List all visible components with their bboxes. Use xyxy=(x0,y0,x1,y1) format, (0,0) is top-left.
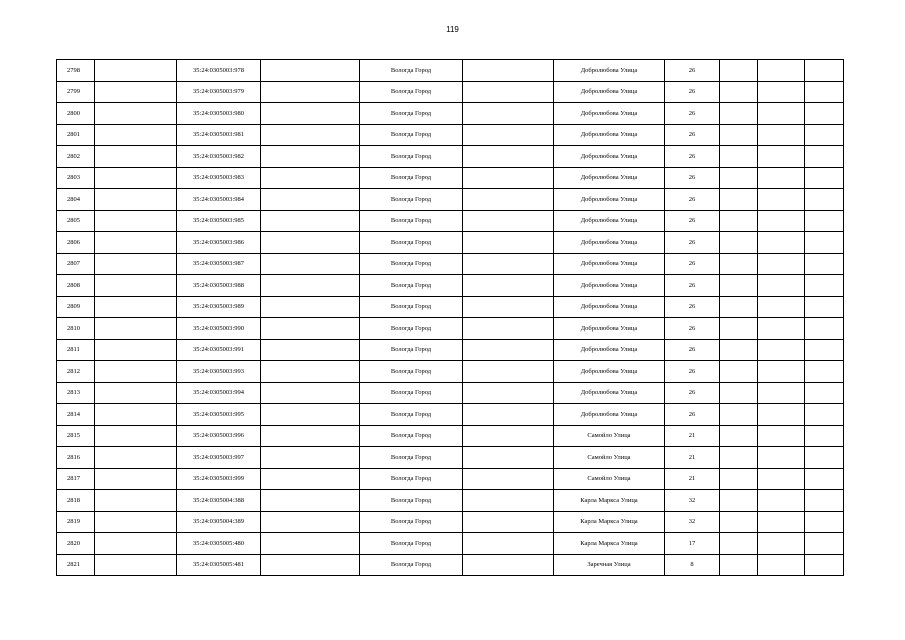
empty-cell xyxy=(463,210,554,232)
empty-cell xyxy=(805,511,844,533)
cadastral-number-cell: 35:24:0305003:997 xyxy=(177,447,261,469)
empty-cell xyxy=(95,210,177,232)
empty-cell xyxy=(95,232,177,254)
empty-cell xyxy=(261,275,360,297)
empty-cell xyxy=(805,533,844,555)
table-row xyxy=(57,511,844,533)
record-number-cell: 2814 xyxy=(57,404,95,426)
empty-cell xyxy=(261,232,360,254)
empty-cell xyxy=(720,361,758,383)
record-number-cell: 2817 xyxy=(57,468,95,490)
empty-cell xyxy=(720,103,758,125)
record-number-cell: 2820 xyxy=(57,533,95,555)
empty-cell xyxy=(758,253,805,275)
house-number-cell: 32 xyxy=(665,511,720,533)
table-row xyxy=(57,425,844,447)
cadastral-number-cell: 35:24:0305003:985 xyxy=(177,210,261,232)
street-cell: Добролюбова Улица xyxy=(554,124,665,146)
city-cell: Вологда Город xyxy=(360,554,463,576)
street-cell: Добролюбова Улица xyxy=(554,81,665,103)
house-number-cell: 21 xyxy=(665,468,720,490)
empty-cell xyxy=(805,490,844,512)
empty-cell xyxy=(720,554,758,576)
empty-cell xyxy=(463,146,554,168)
empty-cell xyxy=(95,468,177,490)
city-cell: Вологда Город xyxy=(360,318,463,340)
table-row xyxy=(57,232,844,254)
empty-cell xyxy=(463,60,554,82)
empty-cell xyxy=(463,253,554,275)
cadastral-number-cell: 35:24:0305003:994 xyxy=(177,382,261,404)
empty-cell xyxy=(95,60,177,82)
table-row xyxy=(57,275,844,297)
street-cell: Самойло Улица xyxy=(554,468,665,490)
empty-cell xyxy=(463,490,554,512)
empty-cell xyxy=(758,60,805,82)
empty-cell xyxy=(758,361,805,383)
record-number-cell: 2807 xyxy=(57,253,95,275)
empty-cell xyxy=(805,339,844,361)
house-number-cell: 26 xyxy=(665,167,720,189)
empty-cell xyxy=(463,533,554,555)
city-cell: Вологда Город xyxy=(360,339,463,361)
street-cell: Добролюбова Улица xyxy=(554,232,665,254)
empty-cell xyxy=(720,447,758,469)
street-cell: Карла Маркса Улица xyxy=(554,490,665,512)
empty-cell xyxy=(805,554,844,576)
city-cell: Вологда Город xyxy=(360,425,463,447)
table-row xyxy=(57,210,844,232)
cadastral-number-cell: 35:24:0305003:979 xyxy=(177,81,261,103)
empty-cell xyxy=(805,425,844,447)
empty-cell xyxy=(758,490,805,512)
record-number-cell: 2816 xyxy=(57,447,95,469)
record-number-cell: 2800 xyxy=(57,103,95,125)
empty-cell xyxy=(758,318,805,340)
empty-cell xyxy=(805,210,844,232)
empty-cell xyxy=(805,81,844,103)
record-number-cell: 2801 xyxy=(57,124,95,146)
empty-cell xyxy=(261,404,360,426)
empty-cell xyxy=(720,81,758,103)
empty-cell xyxy=(720,296,758,318)
city-cell: Вологда Город xyxy=(360,404,463,426)
empty-cell xyxy=(95,361,177,383)
empty-cell xyxy=(95,511,177,533)
city-cell: Вологда Город xyxy=(360,210,463,232)
house-number-cell: 26 xyxy=(665,361,720,383)
empty-cell xyxy=(463,361,554,383)
empty-cell xyxy=(720,490,758,512)
city-cell: Вологда Город xyxy=(360,511,463,533)
record-number-cell: 2802 xyxy=(57,146,95,168)
cadastral-number-cell: 35:24:0305004:389 xyxy=(177,511,261,533)
empty-cell xyxy=(95,490,177,512)
empty-cell xyxy=(463,81,554,103)
house-number-cell: 26 xyxy=(665,210,720,232)
table-row xyxy=(57,554,844,576)
empty-cell xyxy=(758,275,805,297)
empty-cell xyxy=(463,103,554,125)
table-row xyxy=(57,296,844,318)
empty-cell xyxy=(758,382,805,404)
table-row xyxy=(57,318,844,340)
empty-cell xyxy=(95,253,177,275)
record-number-cell: 2809 xyxy=(57,296,95,318)
street-cell: Добролюбова Улица xyxy=(554,210,665,232)
empty-cell xyxy=(95,167,177,189)
empty-cell xyxy=(463,447,554,469)
record-number-cell: 2810 xyxy=(57,318,95,340)
empty-cell xyxy=(805,296,844,318)
empty-cell xyxy=(758,189,805,211)
empty-cell xyxy=(261,318,360,340)
empty-cell xyxy=(463,554,554,576)
empty-cell xyxy=(720,146,758,168)
street-cell: Добролюбова Улица xyxy=(554,382,665,404)
empty-cell xyxy=(805,318,844,340)
empty-cell xyxy=(95,146,177,168)
house-number-cell: 21 xyxy=(665,447,720,469)
cadastral-number-cell: 35:24:0305003:986 xyxy=(177,232,261,254)
empty-cell xyxy=(720,382,758,404)
cadastral-number-cell: 35:24:0305003:978 xyxy=(177,60,261,82)
empty-cell xyxy=(95,275,177,297)
city-cell: Вологда Город xyxy=(360,189,463,211)
empty-cell xyxy=(95,124,177,146)
cadastral-number-cell: 35:24:0305003:984 xyxy=(177,189,261,211)
empty-cell xyxy=(758,404,805,426)
empty-cell xyxy=(95,425,177,447)
empty-cell xyxy=(805,404,844,426)
empty-cell xyxy=(805,468,844,490)
street-cell: Карла Маркса Улица xyxy=(554,511,665,533)
city-cell: Вологда Город xyxy=(360,167,463,189)
house-number-cell: 26 xyxy=(665,232,720,254)
table-row xyxy=(57,146,844,168)
empty-cell xyxy=(720,425,758,447)
empty-cell xyxy=(261,533,360,555)
empty-cell xyxy=(95,103,177,125)
record-number-cell: 2813 xyxy=(57,382,95,404)
empty-cell xyxy=(758,124,805,146)
house-number-cell: 8 xyxy=(665,554,720,576)
empty-cell xyxy=(805,253,844,275)
empty-cell xyxy=(805,124,844,146)
empty-cell xyxy=(95,189,177,211)
cadastral-number-cell: 35:24:0305003:982 xyxy=(177,146,261,168)
house-number-cell: 17 xyxy=(665,533,720,555)
cadastral-number-cell: 35:24:0305005:481 xyxy=(177,554,261,576)
street-cell: Заречная Улица xyxy=(554,554,665,576)
empty-cell xyxy=(95,296,177,318)
empty-cell xyxy=(261,382,360,404)
empty-cell xyxy=(261,296,360,318)
empty-cell xyxy=(720,124,758,146)
street-cell: Добролюбова Улица xyxy=(554,189,665,211)
table-row xyxy=(57,124,844,146)
empty-cell xyxy=(95,447,177,469)
empty-cell xyxy=(805,103,844,125)
empty-cell xyxy=(720,468,758,490)
record-number-cell: 2806 xyxy=(57,232,95,254)
empty-cell xyxy=(805,275,844,297)
empty-cell xyxy=(758,554,805,576)
empty-cell xyxy=(758,468,805,490)
empty-cell xyxy=(463,468,554,490)
cadastral-number-cell: 35:24:0305003:995 xyxy=(177,404,261,426)
house-number-cell: 21 xyxy=(665,425,720,447)
city-cell: Вологда Город xyxy=(360,533,463,555)
record-number-cell: 2815 xyxy=(57,425,95,447)
city-cell: Вологда Город xyxy=(360,81,463,103)
cadastral-number-cell: 35:24:0305003:991 xyxy=(177,339,261,361)
house-number-cell: 32 xyxy=(665,490,720,512)
house-number-cell: 26 xyxy=(665,103,720,125)
cadastral-number-cell: 35:24:0305003:993 xyxy=(177,361,261,383)
empty-cell xyxy=(95,81,177,103)
house-number-cell: 26 xyxy=(665,124,720,146)
empty-cell xyxy=(758,339,805,361)
empty-cell xyxy=(463,124,554,146)
table-row xyxy=(57,189,844,211)
table-row xyxy=(57,490,844,512)
empty-cell xyxy=(261,425,360,447)
city-cell: Вологда Город xyxy=(360,490,463,512)
empty-cell xyxy=(758,296,805,318)
empty-cell xyxy=(261,210,360,232)
empty-cell xyxy=(758,511,805,533)
empty-cell xyxy=(261,361,360,383)
empty-cell xyxy=(261,60,360,82)
empty-cell xyxy=(261,253,360,275)
street-cell: Самойло Улица xyxy=(554,447,665,469)
table-row xyxy=(57,468,844,490)
empty-cell xyxy=(720,339,758,361)
house-number-cell: 26 xyxy=(665,296,720,318)
empty-cell xyxy=(758,425,805,447)
empty-cell xyxy=(805,361,844,383)
house-number-cell: 26 xyxy=(665,382,720,404)
empty-cell xyxy=(463,296,554,318)
city-cell: Вологда Город xyxy=(360,103,463,125)
record-number-cell: 2818 xyxy=(57,490,95,512)
page-number: 119 xyxy=(446,25,459,34)
empty-cell xyxy=(95,554,177,576)
empty-cell xyxy=(261,124,360,146)
empty-cell xyxy=(261,146,360,168)
city-cell: Вологда Город xyxy=(360,468,463,490)
table-row xyxy=(57,339,844,361)
record-number-cell: 2799 xyxy=(57,81,95,103)
empty-cell xyxy=(463,167,554,189)
empty-cell xyxy=(758,146,805,168)
cadastral-number-cell: 35:24:0305003:983 xyxy=(177,167,261,189)
city-cell: Вологда Город xyxy=(360,382,463,404)
empty-cell xyxy=(463,189,554,211)
table-row xyxy=(57,60,844,82)
house-number-cell: 26 xyxy=(665,60,720,82)
empty-cell xyxy=(95,339,177,361)
empty-cell xyxy=(261,81,360,103)
record-number-cell: 2821 xyxy=(57,554,95,576)
cadastral-number-cell: 35:24:0305003:989 xyxy=(177,296,261,318)
empty-cell xyxy=(463,318,554,340)
empty-cell xyxy=(261,189,360,211)
empty-cell xyxy=(720,210,758,232)
empty-cell xyxy=(758,232,805,254)
street-cell: Добролюбова Улица xyxy=(554,253,665,275)
table-body xyxy=(57,60,844,576)
empty-cell xyxy=(720,404,758,426)
empty-cell xyxy=(463,511,554,533)
empty-cell xyxy=(805,382,844,404)
house-number-cell: 26 xyxy=(665,253,720,275)
empty-cell xyxy=(95,318,177,340)
record-number-cell: 2808 xyxy=(57,275,95,297)
house-number-cell: 26 xyxy=(665,275,720,297)
empty-cell xyxy=(720,533,758,555)
city-cell: Вологда Город xyxy=(360,361,463,383)
empty-cell xyxy=(720,275,758,297)
street-cell: Добролюбова Улица xyxy=(554,361,665,383)
empty-cell xyxy=(95,533,177,555)
empty-cell xyxy=(261,468,360,490)
empty-cell xyxy=(758,81,805,103)
empty-cell xyxy=(720,253,758,275)
empty-cell xyxy=(463,232,554,254)
street-cell: Добролюбова Улица xyxy=(554,404,665,426)
record-number-cell: 2804 xyxy=(57,189,95,211)
empty-cell xyxy=(720,318,758,340)
cadastral-number-cell: 35:24:0305003:996 xyxy=(177,425,261,447)
street-cell: Добролюбова Улица xyxy=(554,318,665,340)
record-number-cell: 2798 xyxy=(57,60,95,82)
city-cell: Вологда Город xyxy=(360,232,463,254)
city-cell: Вологда Город xyxy=(360,447,463,469)
house-number-cell: 26 xyxy=(665,189,720,211)
empty-cell xyxy=(758,103,805,125)
record-number-cell: 2812 xyxy=(57,361,95,383)
empty-cell xyxy=(261,511,360,533)
empty-cell xyxy=(463,275,554,297)
city-cell: Вологда Город xyxy=(360,60,463,82)
empty-cell xyxy=(758,447,805,469)
street-cell: Карла Маркса Улица xyxy=(554,533,665,555)
empty-cell xyxy=(720,167,758,189)
table-row xyxy=(57,404,844,426)
house-number-cell: 26 xyxy=(665,81,720,103)
table-row xyxy=(57,361,844,383)
table-row xyxy=(57,103,844,125)
street-cell: Добролюбова Улица xyxy=(554,146,665,168)
empty-cell xyxy=(261,554,360,576)
cadastral-number-cell: 35:24:0305003:980 xyxy=(177,103,261,125)
street-cell: Добролюбова Улица xyxy=(554,103,665,125)
empty-cell xyxy=(95,382,177,404)
record-number-cell: 2811 xyxy=(57,339,95,361)
house-number-cell: 26 xyxy=(665,146,720,168)
empty-cell xyxy=(758,210,805,232)
street-cell: Самойло Улица xyxy=(554,425,665,447)
empty-cell xyxy=(261,103,360,125)
house-number-cell: 26 xyxy=(665,318,720,340)
empty-cell xyxy=(261,167,360,189)
empty-cell xyxy=(463,425,554,447)
empty-cell xyxy=(720,189,758,211)
cadastral-number-cell: 35:24:0305003:990 xyxy=(177,318,261,340)
empty-cell xyxy=(805,447,844,469)
cadastral-number-cell: 35:24:0305005:480 xyxy=(177,533,261,555)
city-cell: Вологда Город xyxy=(360,253,463,275)
city-cell: Вологда Город xyxy=(360,275,463,297)
empty-cell xyxy=(463,382,554,404)
table-row xyxy=(57,533,844,555)
empty-cell xyxy=(95,404,177,426)
cadastral-number-cell: 35:24:0305003:999 xyxy=(177,468,261,490)
cadastral-number-cell: 35:24:0305003:987 xyxy=(177,253,261,275)
empty-cell xyxy=(805,189,844,211)
street-cell: Добролюбова Улица xyxy=(554,296,665,318)
city-cell: Вологда Город xyxy=(360,296,463,318)
table-row xyxy=(57,447,844,469)
table-row xyxy=(57,167,844,189)
street-cell: Добролюбова Улица xyxy=(554,60,665,82)
cadastral-number-cell: 35:24:0305003:988 xyxy=(177,275,261,297)
cadastral-number-cell: 35:24:0305004:388 xyxy=(177,490,261,512)
table-row xyxy=(57,382,844,404)
cadastral-number-cell: 35:24:0305003:981 xyxy=(177,124,261,146)
empty-cell xyxy=(261,339,360,361)
empty-cell xyxy=(720,511,758,533)
empty-cell xyxy=(261,447,360,469)
city-cell: Вологда Город xyxy=(360,146,463,168)
street-cell: Добролюбова Улица xyxy=(554,275,665,297)
empty-cell xyxy=(463,339,554,361)
record-number-cell: 2803 xyxy=(57,167,95,189)
house-number-cell: 26 xyxy=(665,404,720,426)
empty-cell xyxy=(720,60,758,82)
table-row xyxy=(57,253,844,275)
record-number-cell: 2805 xyxy=(57,210,95,232)
house-number-cell: 26 xyxy=(665,339,720,361)
registry-table xyxy=(56,59,844,576)
table-row xyxy=(57,81,844,103)
empty-cell xyxy=(805,232,844,254)
record-number-cell: 2819 xyxy=(57,511,95,533)
empty-cell xyxy=(463,404,554,426)
city-cell: Вологда Город xyxy=(360,124,463,146)
street-cell: Добролюбова Улица xyxy=(554,339,665,361)
empty-cell xyxy=(805,146,844,168)
empty-cell xyxy=(758,533,805,555)
empty-cell xyxy=(261,490,360,512)
empty-cell xyxy=(805,167,844,189)
empty-cell xyxy=(720,232,758,254)
empty-cell xyxy=(758,167,805,189)
street-cell: Добролюбова Улица xyxy=(554,167,665,189)
empty-cell xyxy=(805,60,844,82)
